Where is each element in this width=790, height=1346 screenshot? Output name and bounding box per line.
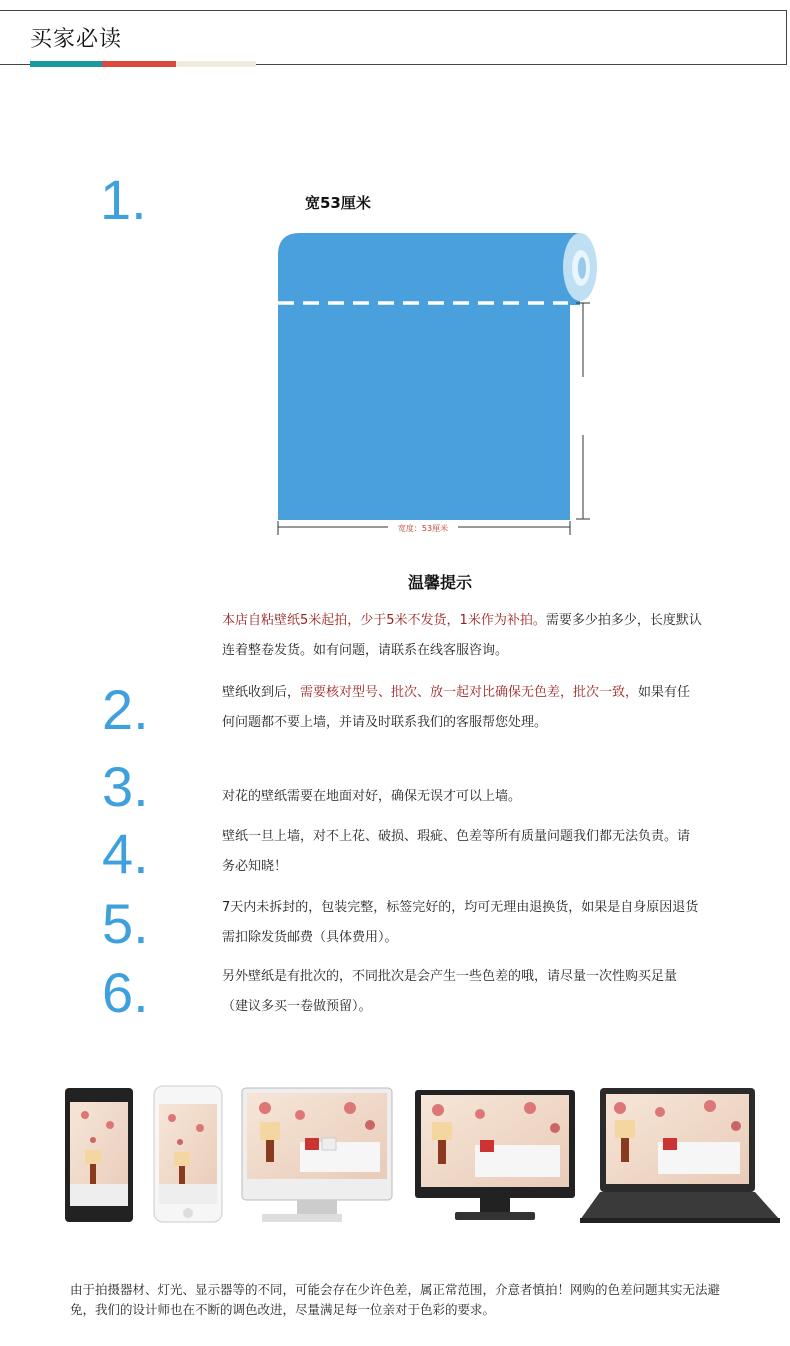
step-number-1: 1. [100,168,147,231]
notice-paragraph-2 [222,678,702,738]
notice-paragraph-1 [222,606,702,666]
step-number-4: 4. [102,822,149,885]
step-number-5: 5. [102,892,149,955]
notice-1-highlight: 本店自粘壁纸5米起拍，少于5米不发货，1米作为补拍。 [222,613,546,628]
notice-paragraph-5: 7天内未拆封的，包装完整，标签完好的，均可无理由退换货，如果是自身原因退货需扣除发货邮费（具体费用）。 [222,900,699,945]
header-accent-red [102,61,176,67]
device-comparison-illustration [60,1080,790,1230]
laptop-device [580,1088,780,1223]
roll-bottom-label: 宽度：53厘米 [397,524,449,533]
header-accent-teal [30,61,102,67]
color-difference-caption: 由于拍摄器材、灯光、显示器等的不同，可能会存在少许色差，属正常范围，介意者慎拍！网购的色差问题其实无法避免，我们的设计师也在不断的调色改进，尽量满足每一位亲对于色彩的要求。 [70,1282,721,1317]
wallpaper-roll-illustration [270,225,600,545]
notice-paragraph-4: 壁纸一旦上墙，对不上花、破损、瑕疵、色差等所有质量问题我们都无法负责。请务必知晓！ [222,829,691,874]
notice-2-text: 如果有任何问题都不要上墙，并请及时联系我们的客服帮您处理。 [222,685,691,730]
step-number-2: 2. [102,678,149,741]
phone-device-1 [65,1088,133,1222]
notice-2-lead: 壁纸收到后， [222,685,301,700]
header-accent-cream [176,61,256,67]
notice-2-highlight: 需要核对型号、批次、放一起对比确保无色差，批次一致， [300,685,639,700]
notice-paragraph-3: 对花的壁纸需要在地面对好，确保无误才可以上墙。 [222,789,522,804]
notice-paragraph-6: 另外壁纸是有批次的，不同批次是会产生一些色差的哦，请尽量一次性购买足量（建议多买一卷做预留）。 [222,969,678,1014]
imac-device [242,1088,392,1222]
roll-top-part [278,233,580,305]
roll-sheet [278,300,570,520]
step-number-6: 6. [102,961,149,1024]
notice-1-text: 需要多少拍多少，长度默认连着整卷发货。如有问题，请联系在线客服咨询。 [222,613,702,658]
monitor-device [415,1090,575,1220]
roll-width-label: 宽53厘米 [305,194,371,212]
notice-heading: 温馨提示 [408,573,473,592]
page-title: 买家必读 [30,27,123,52]
phone-device-2 [154,1086,222,1222]
step-number-3: 3. [102,755,149,818]
